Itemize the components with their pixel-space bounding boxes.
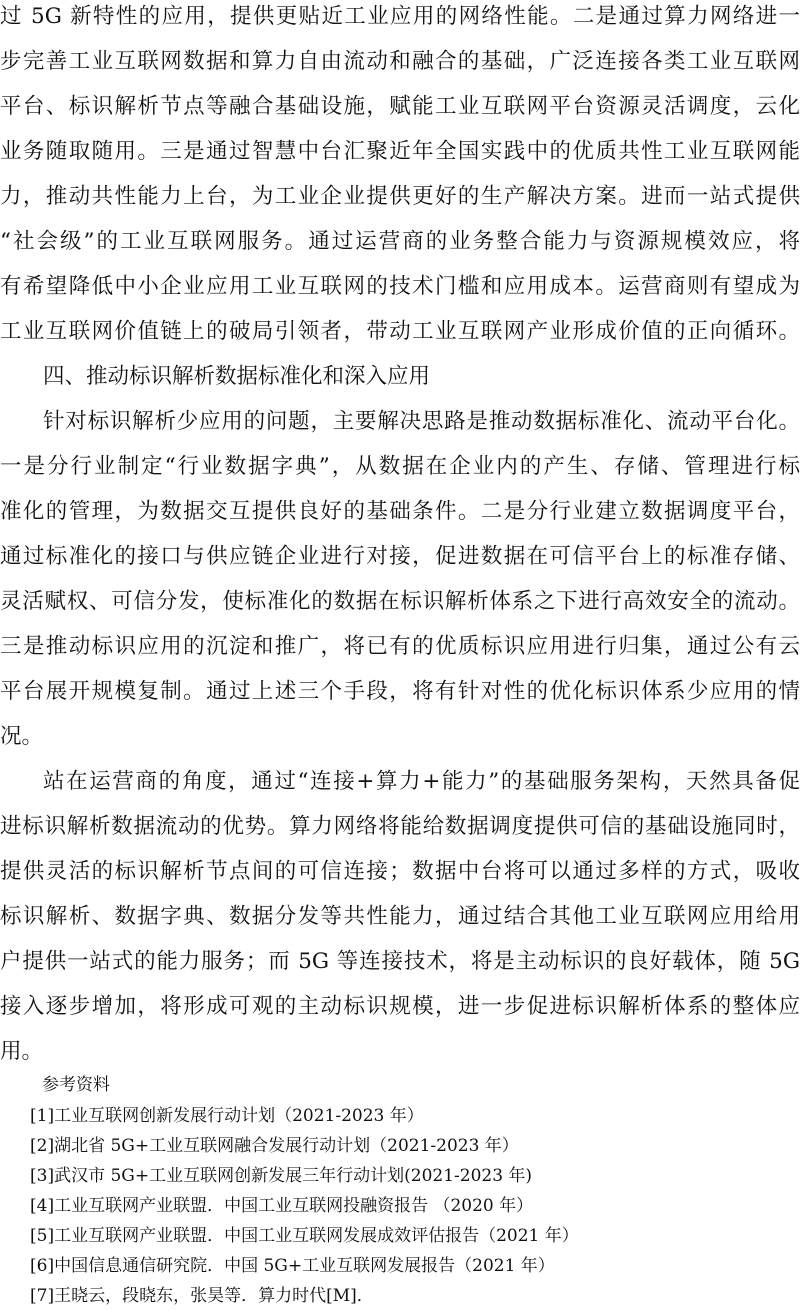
reference-item: [7]王晓云，段晓东，张昊等．算力时代[M]． — [30, 1286, 374, 1306]
body-text-line: 准化的管理，为数据交互提供良好的基础条件。二是分行业建立数据调度平台， — [0, 499, 800, 524]
references-heading: 参考资料 — [42, 1075, 110, 1095]
body-text-line: 步完善工业互联网数据和算力自由流动和融合的基础，广泛连接各类工业互联网 — [0, 49, 800, 74]
body-text-line: 通过标准化的接口与供应链企业进行对接，促进数据在可信平台上的标准存储、 — [0, 544, 800, 569]
body-text-line: 提供灵活的标识解析节点间的可信连接；数据中台将可以通过多样的方式，吸收 — [0, 859, 800, 884]
body-text-line: 接入逐步增加，将形成可观的主动标识规模，进一步促进标识解析体系的整体应 — [0, 994, 800, 1019]
body-text-line: “社会级”的工业互联网服务。通过运营商的业务整合能力与资源规模效应，将 — [0, 229, 800, 254]
reference-item: [5]工业互联网产业联盟．中国工业互联网发展成效评估报告（2021 年） — [30, 1226, 579, 1246]
section-heading: 四、推动标识解析数据标准化和深入应用 — [43, 364, 431, 389]
body-text-line: 标识解析、数据字典、数据分发等共性能力，通过结合其他工业互联网应用给用 — [0, 904, 800, 929]
body-text-line: 平台、标识解析节点等融合基础设施，赋能工业互联网平台资源灵活调度，云化 — [0, 94, 800, 119]
reference-item: [4]工业互联网产业联盟．中国工业互联网投融资报告 （2020 年） — [30, 1196, 534, 1216]
body-text-line: 灵活赋权、可信分发，使标准化的数据在标识解析体系之下进行高效安全的流动。 — [0, 589, 800, 614]
reference-item: [6]中国信息通信研究院．中国 5G+工业互联网发展报告（2021 年） — [30, 1256, 555, 1276]
body-text-line: 过 5G 新特性的应用，提供更贴近工业应用的网络性能。二是通过算力网络进一 — [0, 4, 800, 29]
reference-item: [2]湖北省 5G+工业互联网融合发展行动计划（2021-2023 年） — [30, 1136, 519, 1156]
reference-item: [3]武汉市 5G+工业互联网创新发展三年行动计划(2021-2023 年) — [30, 1166, 533, 1186]
body-text-line: 站在运营商的角度，通过“连接+算力+能力”的基础服务架构，天然具备促 — [43, 769, 800, 794]
body-text-line: 用。 — [0, 1039, 44, 1064]
body-text-line: 户提供一站式的能力服务；而 5G 等连接技术，将是主动标识的良好载体，随 5G — [0, 949, 800, 974]
body-text-line: 业务随取随用。三是通过智慧中台汇聚近年全国实践中的优质共性工业互联网能 — [0, 139, 800, 164]
body-text-line: 况。 — [0, 724, 44, 749]
body-text-line: 力，推动共性能力上台，为工业企业提供更好的生产解决方案。进而一站式提供 — [0, 184, 800, 209]
body-text-line: 一是分行业制定“行业数据字典”，从数据在企业内的产生、存储、管理进行标 — [0, 454, 800, 479]
body-text-line: 工业互联网价值链上的破局引领者，带动工业互联网产业形成价值的正向循环。 — [0, 319, 800, 344]
body-text-line: 三是推动标识应用的沉淀和推广，将已有的优质标识应用进行归集，通过公有云 — [0, 634, 800, 659]
body-text-line: 有希望降低中小企业应用工业互联网的技术门槛和应用成本。运营商则有望成为 — [0, 274, 800, 299]
body-text-line: 针对标识解析少应用的问题，主要解决思路是推动数据标准化、流动平台化。 — [43, 409, 800, 434]
body-text-line: 平台展开规模复制。通过上述三个手段，将有针对性的优化标识体系少应用的情 — [0, 679, 800, 704]
body-text-line: 进标识解析数据流动的优势。算力网络将能给数据调度提供可信的基础设施同时， — [0, 814, 800, 839]
reference-item: [1]工业互联网创新发展行动计划（2021-2023 年） — [30, 1106, 424, 1126]
